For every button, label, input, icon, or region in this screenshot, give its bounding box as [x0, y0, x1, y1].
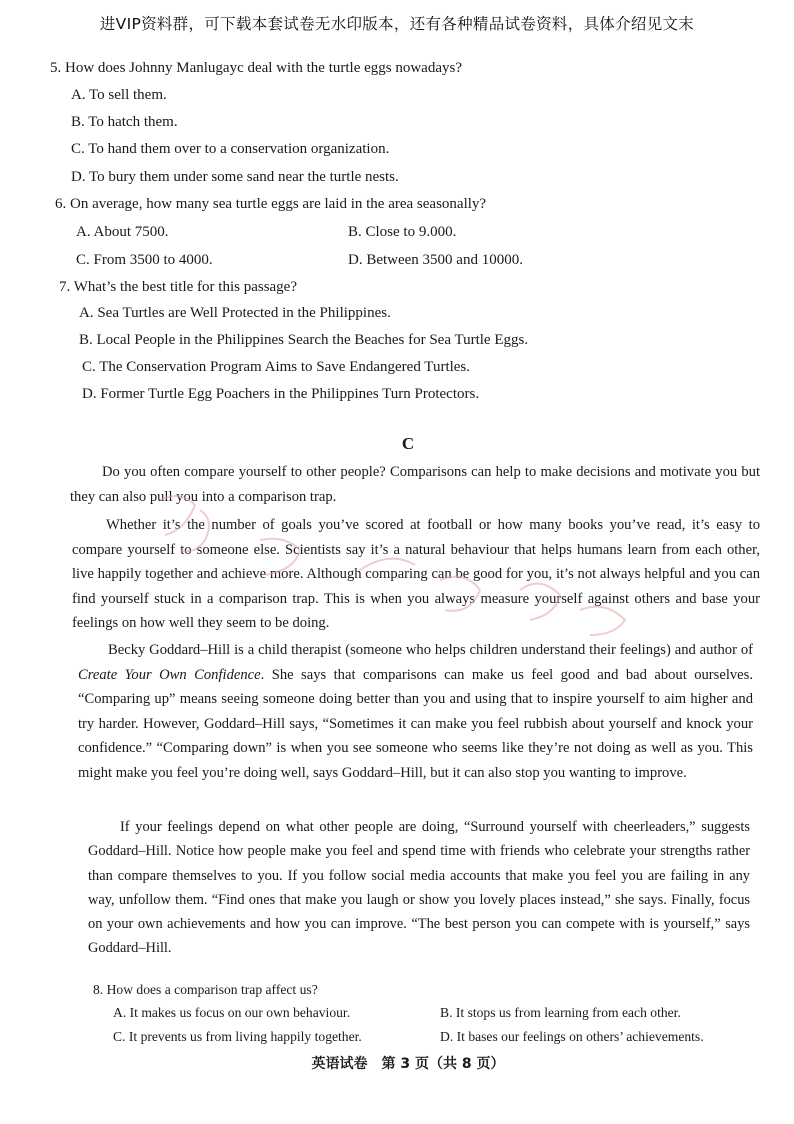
top-banner: 进VIP资料群，可下载本套试卷无水印版本，还有各种精品试卷资料，具体介绍见文末: [99, 15, 695, 33]
passage-paragraph-3: [78, 638, 753, 786]
question-5-option-d: D. To bury them under some sand near the turtle nests.: [71, 169, 399, 185]
question-5-option-a: A. To sell them.: [71, 87, 167, 103]
section-title: C: [401, 434, 415, 453]
paragraph-3-text-start: Becky Goddard–Hill is a child therapist (someone who helps children understand their feelings) and author of: [108, 642, 753, 658]
question-7-option-a: A. Sea Turtles are Well Protected in the Philippines.: [79, 305, 391, 321]
passage-paragraph-4: If your feelings depend on what other people are doing, “Surround yourself with cheerleaders,” suggests Goddard–Hill. Notice how people make you feel and spend time with friends who celebrate your strengths rather than compare themselves to you. If you follow social media accounts that make you feel you are failing in any way, unfollow them. “Find ones that make you laugh or show you lovely places instead,” she says. Finally, focus on your own achievements and how you can improve. “The best person you can compete with is yourself,” says Goddard–Hill.: [88, 819, 750, 957]
question-6-stem: 6. On average, how many sea turtle eggs are laid in the area seasonally?: [55, 196, 487, 212]
passage-paragraph-2: Whether it’s the number of goals you’ve scored at football or how many books you’ve read, it’s easy to compare yourself to someone else. Scientists say it’s a natural behaviour that helps humans learn from each other, live happily together and achieve more. Although comparing can be good for you, it’s not always helpful and you can find yourself stuck in a comparison trap. This is when you always measure yourself against others and base your feelings on how well they seem to be doing.: [72, 517, 760, 632]
question-5-stem: 5. How does Johnny Manlugayc deal with the turtle eggs nowadays?: [50, 60, 462, 76]
question-6-option-b: B. Close to 9.000.: [348, 224, 457, 240]
question-8-stem: 8. How does a comparison trap affect us?: [93, 982, 318, 997]
question-8-option-a: A. It makes us focus on our own behaviour.: [113, 1005, 351, 1020]
question-8-option-c: C. It prevents us from living happily together.: [113, 1029, 362, 1044]
question-7-option-b: B. Local People in the Philippines Search the Beaches for Sea Turtle Eggs.: [79, 332, 529, 348]
book-title: Create Your Own Confidence: [78, 666, 261, 683]
question-8-option-d: D. It bases our feelings on others’ achievements.: [440, 1029, 704, 1044]
question-6-option-d: D. Between 3500 and 10000.: [348, 252, 523, 268]
page-footer: 英语试卷 第 3 页（共 8 页）: [311, 1056, 505, 1072]
question-6-option-c: C. From 3500 to 4000.: [76, 252, 213, 268]
question-5-option-c: C. To hand them over to a conservation organization.: [71, 141, 390, 157]
passage-paragraph-1: Do you often compare yourself to other people? Comparisons can help to make decisions and motivate you but they can also pull you into a comparison trap.: [70, 464, 760, 505]
question-8-option-b: B. It stops us from learning from each other.: [440, 1005, 681, 1020]
question-7-option-c: C. The Conservation Program Aims to Save Endangered Turtles.: [82, 359, 471, 375]
paragraph-3-text-end: . She says that comparisons can make us feel good and bad about ourselves. “Comparing up” means seeing someone doing better than you and using that to inspire yourself to aim higher and try harder. However, Goddard–Hill says, “Sometimes it can make you feel rubbish about yourself and knock your confidence.” “Comparing down” is when you see someone who seems like they’re not doing as well as you. This might make you feel you’re doing well, says Goddard–Hill, but it can also stop you wanting to improve.: [78, 666, 753, 781]
question-7-stem: 7. What’s the best title for this passage?: [59, 279, 298, 295]
question-6-option-a: A. About 7500.: [76, 224, 169, 240]
question-5-option-b: B. To hatch them.: [71, 114, 178, 130]
question-7-option-d: D. Former Turtle Egg Poachers in the Philippines Turn Protectors.: [82, 386, 480, 402]
